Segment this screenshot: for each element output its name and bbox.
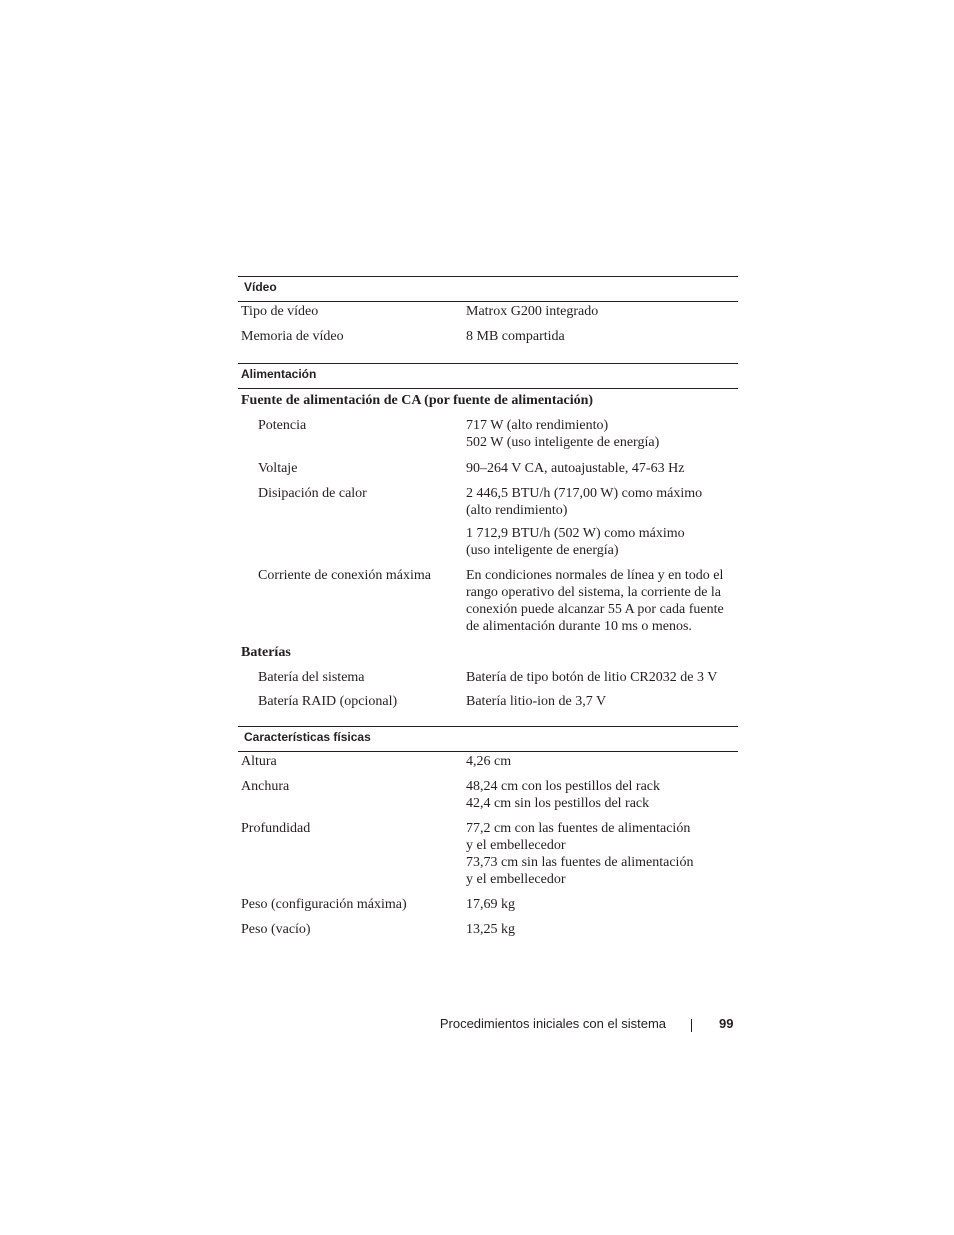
video-type-label: Tipo de vídeo xyxy=(241,304,319,319)
system-battery-value: Batería de tipo botón de litio CR2032 de 3 V xyxy=(466,670,718,685)
physical-section xyxy=(238,726,738,946)
depth-value-line: 77,2 cm con las fuentes de alimentación xyxy=(466,821,691,836)
table-row xyxy=(238,669,738,693)
table-row xyxy=(238,567,738,644)
inrush-value-line: conexión puede alcanzar 55 A por cada fuente xyxy=(466,602,724,617)
wattage-value-line: 502 W (uso inteligente de energía) xyxy=(466,435,660,450)
batteries-subheading: Baterías xyxy=(241,645,291,660)
wattage-label: Potencia xyxy=(258,418,307,433)
inrush-label: Corriente de conexión máxima xyxy=(258,568,431,583)
voltage-label: Voltaje xyxy=(258,461,298,476)
table-row xyxy=(238,303,738,328)
depth-value-line: y el embellecedor xyxy=(466,872,566,887)
video-section xyxy=(238,276,738,353)
raid-battery-label: Batería RAID (opcional) xyxy=(258,694,398,709)
table-row xyxy=(238,820,738,896)
depth-value-line: y el embellecedor xyxy=(466,838,566,853)
table-row xyxy=(238,328,738,353)
power-heading: Alimentación xyxy=(238,363,738,389)
video-memory-label: Memoria de vídeo xyxy=(241,329,344,344)
depth-value-line: 73,73 cm sin las fuentes de alimentación xyxy=(466,855,694,870)
video-heading: Vídeo xyxy=(238,276,738,302)
heat-value-line: (alto rendimiento) xyxy=(466,503,568,518)
page-footer xyxy=(0,1016,954,1034)
video-memory-value: 8 MB compartida xyxy=(466,329,565,344)
voltage-value: 90–264 V CA, autoajustable, 47-63 Hz xyxy=(466,461,685,476)
width-label: Anchura xyxy=(241,779,290,794)
weight-empty-value: 13,25 kg xyxy=(466,922,515,937)
height-value: 4,26 cm xyxy=(466,754,512,769)
inrush-value-line: de alimentación durante 10 ms o menos. xyxy=(466,619,692,634)
inrush-value-line: En condiciones normales de línea y en todo el xyxy=(466,568,724,583)
footer-separator xyxy=(691,1019,692,1032)
table-row xyxy=(238,460,738,485)
wattage-value-line: 717 W (alto rendimiento) xyxy=(466,418,609,433)
table-row xyxy=(238,417,738,460)
width-value-line: 42,4 cm sin los pestillos del rack xyxy=(466,796,650,811)
heat-label: Disipación de calor xyxy=(258,486,367,501)
heat-value-line: 2 446,5 BTU/h (717,00 W) como máximo xyxy=(466,486,703,501)
height-label: Altura xyxy=(241,754,277,769)
table-row xyxy=(238,778,738,820)
table-row xyxy=(238,485,738,567)
footer-title: Procedimientos iniciales con el sistema xyxy=(439,1016,666,1031)
system-battery-label: Batería del sistema xyxy=(258,670,365,685)
table-row xyxy=(238,921,738,946)
power-section xyxy=(238,363,738,717)
weight-max-value: 17,69 kg xyxy=(466,897,515,912)
physical-heading: Características físicas xyxy=(238,726,738,752)
width-value-line: 48,24 cm con los pestillos del rack xyxy=(466,779,661,794)
heat-value-line: (uso inteligente de energía) xyxy=(466,543,619,558)
raid-battery-value: Batería litio-ion de 3,7 V xyxy=(466,694,607,709)
inrush-value-line: rango operativo del sistema, la corriente de la xyxy=(466,585,722,600)
table-row xyxy=(238,753,738,778)
depth-label: Profundidad xyxy=(241,821,311,836)
table-row xyxy=(238,896,738,921)
table-row xyxy=(238,693,738,717)
page-number: 99 xyxy=(719,1016,734,1031)
weight-max-label: Peso (configuración máxima) xyxy=(241,897,407,912)
heat-value-line: 1 712,9 BTU/h (502 W) como máximo xyxy=(466,526,685,541)
ac-supply-subheading: Fuente de alimentación de CA (por fuente de alimentación) xyxy=(241,393,594,408)
video-type-value: Matrox G200 integrado xyxy=(466,304,599,319)
weight-empty-label: Peso (vacío) xyxy=(241,922,311,937)
